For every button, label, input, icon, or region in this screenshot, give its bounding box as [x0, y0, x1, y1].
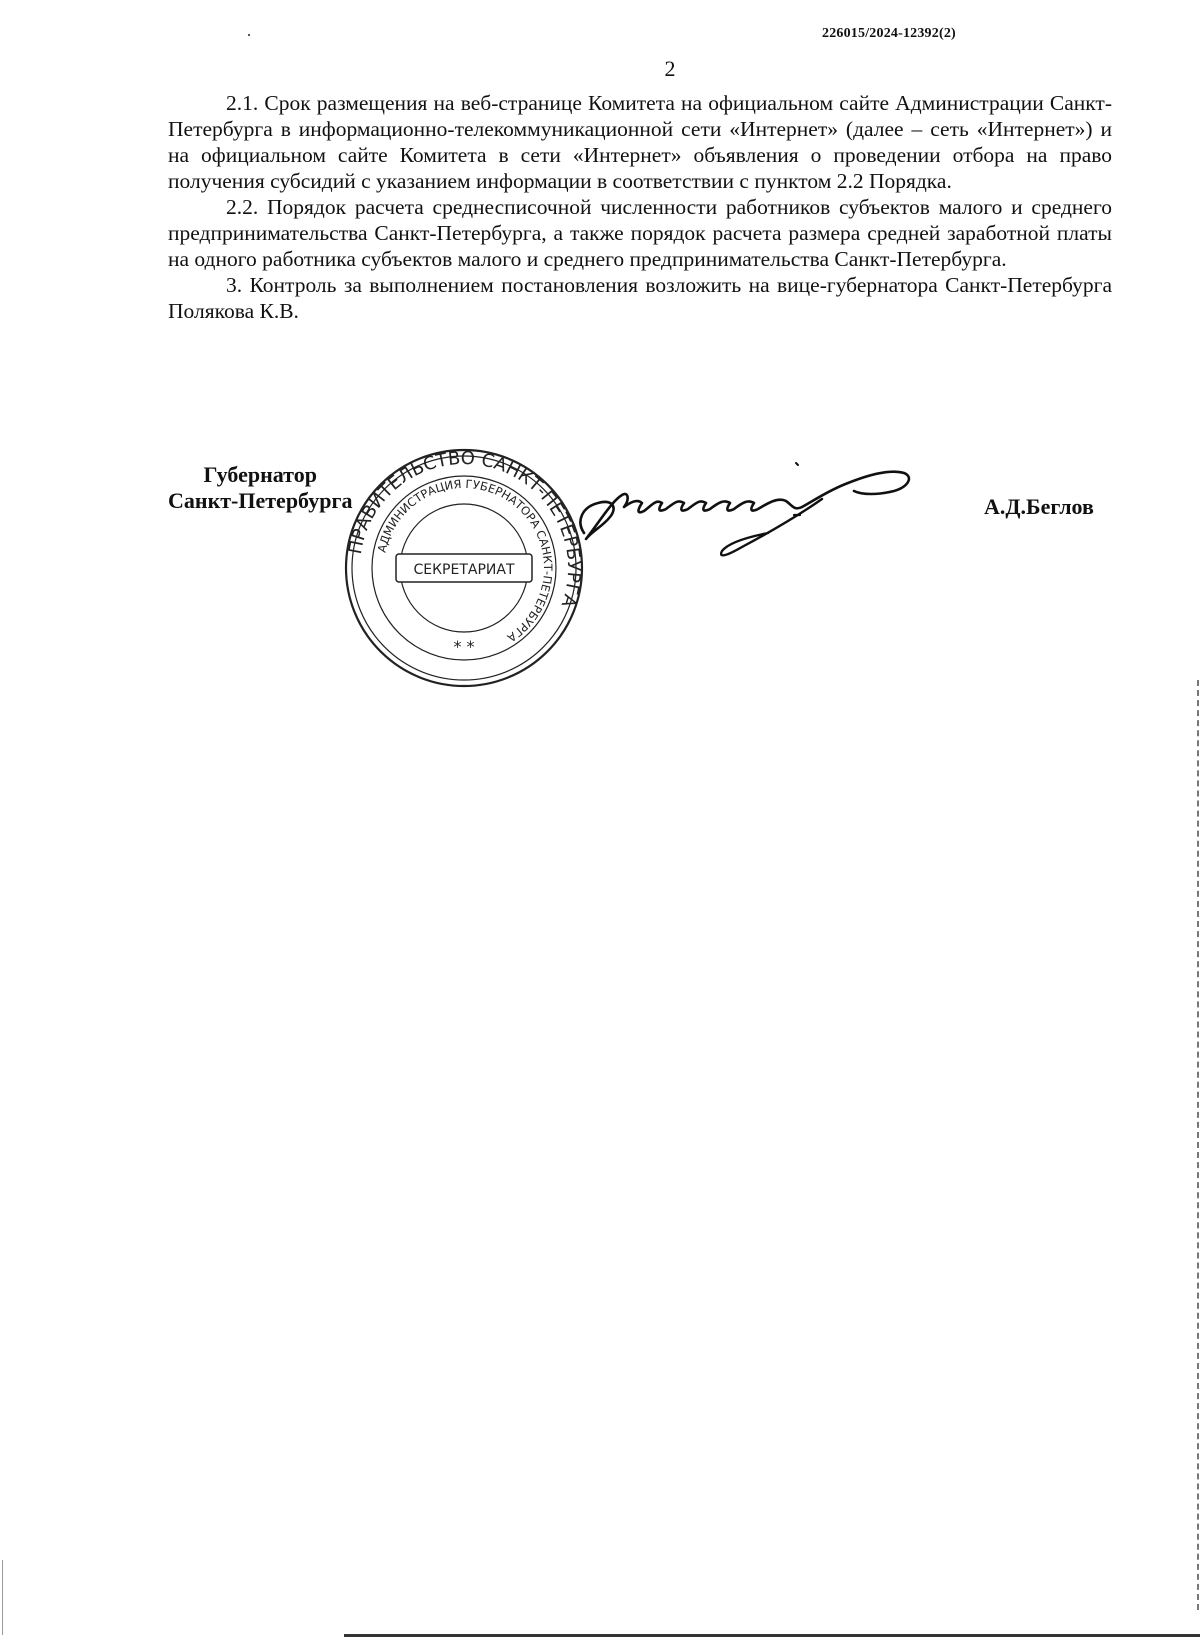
document-body — [168, 90, 1112, 324]
page-number: 2 — [664, 56, 676, 81]
signatory-name: А.Д.Беглов — [984, 494, 1094, 519]
signatory-title-line-2: Санкт-Петербурга — [168, 488, 353, 513]
signatory-title — [168, 462, 352, 514]
paragraph-2-2: 2.2. Порядок расчета среднесписочной численности работников субъектов малого и среднего предпринимательства Санкт-Петербурга, а также порядок расчета размера средней заработной платы на одного работника субъектов малого и среднего предпринимательства Санкт-Петербурга. — [168, 195, 1112, 271]
handwritten-signature — [572, 455, 942, 565]
seal-outer-text: ПРАВИТЕЛЬСТВО САНКТ-ПЕТЕРБУРГА — [344, 448, 584, 610]
seal-center-text: СЕКРЕТАРИАТ — [413, 562, 515, 578]
document-registration-number: 226015/2024-12392(2) — [822, 26, 956, 41]
official-seal-stamp — [344, 448, 584, 688]
scan-edge-right — [1195, 680, 1199, 1610]
scan-edge-left — [2, 1560, 3, 1635]
seal-stars: * * — [453, 637, 475, 656]
paragraph-2-1: 2.1. Срок размещения на веб-странице Комитета на официальном сайте Администрации Санкт-Петербурга в информационно-телекоммуникационной сети «Интернет» (далее – сеть «Интернет») и на официальном сайте Комитета в сети «Интернет» объявления о проведении отбора на право получения субсидий с указанием информации в соответствии с пунктом 2.2 Порядка. — [168, 91, 1112, 193]
scan-dot — [248, 34, 250, 36]
signatory-title-line-1: Губернатор — [203, 462, 317, 487]
scan-edge-bottom — [344, 1634, 1200, 1637]
seal-inner-text: АДМИНИСТРАЦИЯ ГУБЕРНАТОРА САНКТ-ПЕТЕРБУРГА — [374, 476, 556, 646]
paragraph-3: 3. Контроль за выполнением постановления возложить на вице-губернатора Санкт-Петербурга Полякова К.В. — [168, 273, 1112, 323]
